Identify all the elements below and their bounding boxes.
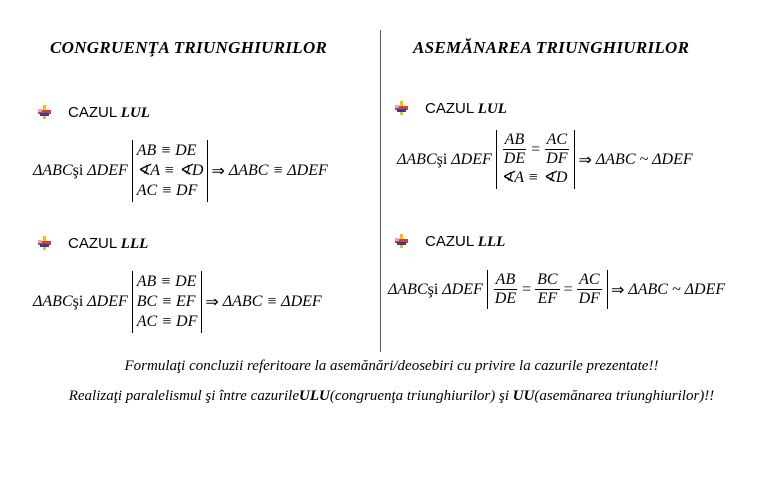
- bullet-icon: [395, 101, 408, 115]
- column-divider: [380, 30, 381, 352]
- footer-line-2: Realizaţi paralelismul şi între cazurileULU(congruenţa triunghiurilor) şi UU(asemănarea triunghiurilor)!!: [68, 388, 715, 404]
- bullet-icon: [38, 105, 51, 119]
- formula-left-lll: ΔABC şi ΔDEF AB ≡ DE BC ≡ EF AC ≡ DF ⇒ ΔABC ≡ ΔDEF: [33, 271, 322, 333]
- bullet-icon: [38, 236, 51, 250]
- formula-right-lll: ΔABC şi ΔDEF $\frac{AB}{DE}$ = $\frac{BC}{EF}$ = $\frac{AC}{DF}$ ⇒ ΔABC ~ ΔDEF: [388, 271, 726, 307]
- formula-right-lul: ΔABC şi ΔDEF $\frac{AB}{DE}$ = $\frac{AC}{DF}$ ∢A ≡ ∢D ⇒ ΔABC ~ ΔDEF: [397, 130, 693, 189]
- case-label-right-lll: CAZUL LLL: [425, 233, 506, 250]
- bullet-icon: [395, 234, 408, 248]
- case-label-left-lul: CAZUL LUL: [68, 104, 150, 121]
- case-label-left-lll: CAZUL LLL: [68, 235, 149, 252]
- formula-left-lul: ΔABC şi ΔDEF AB ≡ DE ∢A ≡ ∢D AC ≡ DF ⇒ ΔABC ≡ ΔDEF: [33, 140, 328, 202]
- case-label-right-lul: CAZUL LUL: [425, 100, 507, 117]
- heading-similarity: ASEMĂNAREA TRIUNGHIURILOR: [413, 38, 690, 57]
- heading-congruence: CONGRUENŢA TRIUNGHIURILOR: [50, 38, 328, 57]
- footer-line-1: Formulaţi concluzii referitoare la asemănări/deosebiri cu privire la cazurile prezentate!!: [124, 358, 659, 374]
